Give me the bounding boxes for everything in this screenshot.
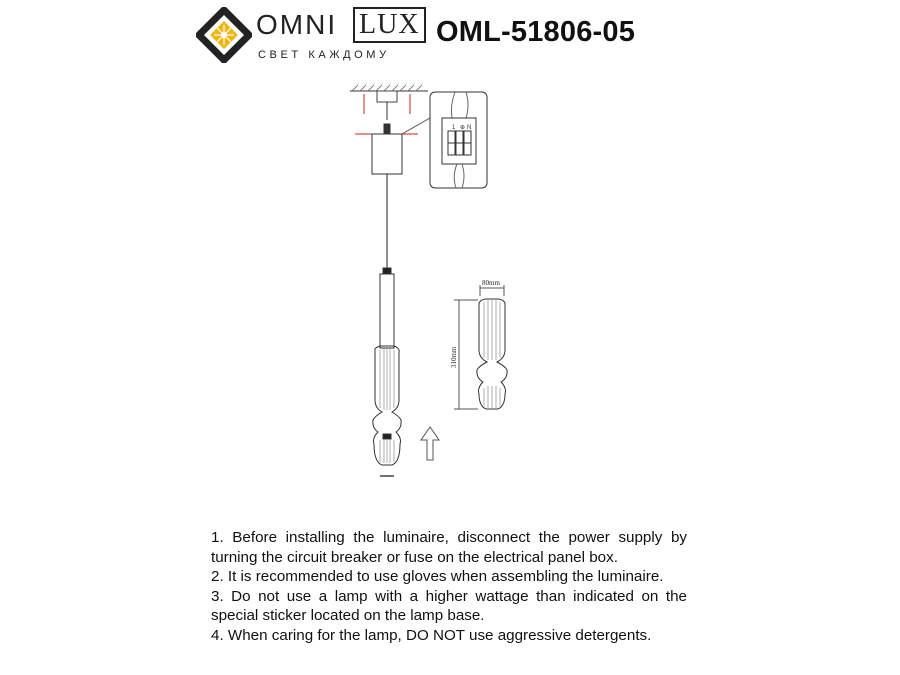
height-dimension-label: 310mm bbox=[450, 346, 458, 368]
lamp-rod bbox=[380, 274, 394, 348]
model-number: OML-51806-05 bbox=[436, 16, 636, 48]
instruction-item-3: 3. Do not use a lamp with a higher wattage than indicated on the special sticker located on the lamp base. bbox=[211, 587, 687, 625]
width-dimension-label: 80mm bbox=[482, 279, 500, 287]
instruction-item-4: 4. When caring for the lamp, DO NOT use aggressive detergents. bbox=[211, 626, 652, 644]
brand-name-lux: LUX bbox=[353, 7, 426, 43]
svg-text:N: N bbox=[467, 125, 472, 131]
brand-name-omni: OMNI bbox=[256, 9, 338, 40]
svg-text:⊕: ⊕ bbox=[460, 125, 466, 131]
ceiling-hatch bbox=[352, 85, 422, 91]
wiring-detail-box bbox=[430, 92, 487, 188]
svg-text:1: 1 bbox=[452, 125, 456, 131]
instruction-item-2: 2. It is recommended to use gloves when assembling the luminaire. bbox=[211, 568, 664, 586]
up-arrow-icon bbox=[421, 427, 439, 460]
terminal-block-icon bbox=[442, 92, 476, 188]
side-view-ribs bbox=[484, 300, 500, 408]
shade-ribs bbox=[380, 348, 394, 463]
installation-instructions bbox=[211, 528, 687, 646]
brand-slogan: СВЕТ КАЖДОМУ bbox=[258, 49, 390, 61]
mounting-bracket bbox=[377, 91, 397, 102]
instruction-item-1: 1. Before installing the luminaire, disconnect the power supply by turning the circuit breaker or fuse on the electrical panel box. bbox=[211, 529, 687, 566]
canopy bbox=[372, 134, 402, 174]
